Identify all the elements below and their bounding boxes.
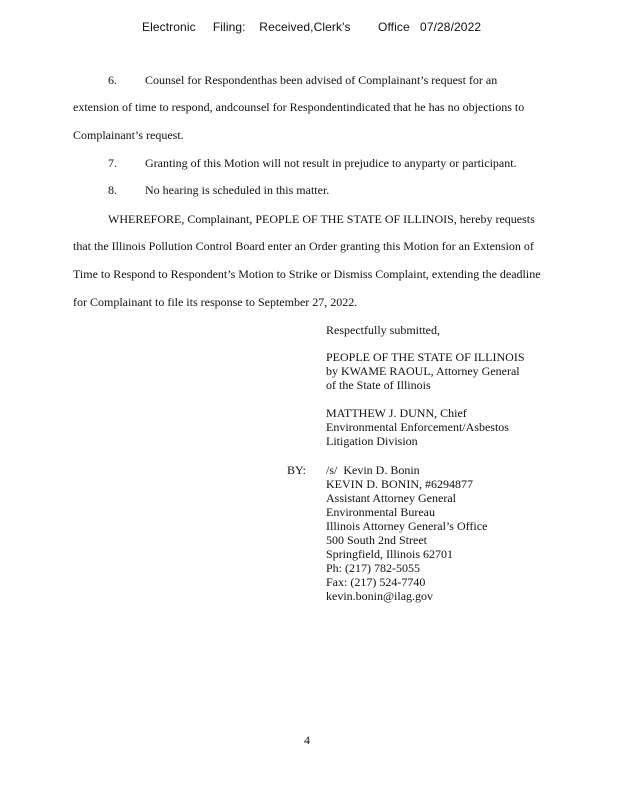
- paragraph-6-line-3: Complainant’s request.: [73, 128, 184, 142]
- chief-line: Litigation Division: [326, 434, 418, 448]
- wherefore-line-4: for Complainant to file its response to September 27, 2022.: [73, 295, 358, 309]
- by-label: BY:: [287, 463, 306, 477]
- paragraph-6-line-2: extension of time to respond, andcounsel for Respondentindicated that he has no objections to: [73, 100, 525, 114]
- wherefore-line-3: Time to Respond to Respondent’s Motion to Strike or Dismiss Complaint, extending the deadline: [73, 267, 541, 281]
- attorney-line: Environmental Bureau: [326, 505, 435, 519]
- signature-office-block: [326, 350, 525, 392]
- electronic-signature: /s/ Kevin D. Bonin: [326, 463, 420, 477]
- paragraph-8-number: 8.: [108, 183, 117, 197]
- attorney-email[interactable]: kevin.bonin@ilag.gov: [326, 589, 434, 603]
- wherefore-line-1: WHEREFORE, Complainant, PEOPLE OF THE STATE OF ILLINOIS, hereby requests: [108, 212, 535, 226]
- attorney-line: Ph: (217) 782-5055: [326, 561, 420, 575]
- attorney-line: Illinois Attorney General’s Office: [326, 519, 488, 533]
- chief-line: MATTHEW J. DUNN, Chief: [326, 406, 467, 420]
- chief-line: Environmental Enforcement/Asbestos: [326, 420, 509, 434]
- office-line: of the State of Illinois: [326, 378, 431, 392]
- wherefore-line-2: that the Illinois Pollution Control Board enter an Order granting this Motion for an Extension of: [73, 239, 534, 253]
- attorney-line: 500 South 2nd Street: [326, 533, 427, 547]
- attorney-line: KEVIN D. BONIN, #6294877: [326, 477, 473, 491]
- office-line: by KWAME RAOUL, Attorney General: [326, 364, 520, 378]
- paragraph-7-text: Granting of this Motion will not result in prejudice to anyparty or participant.: [145, 156, 517, 170]
- signature-attorney-block: [326, 463, 487, 603]
- page-number: 4: [304, 733, 310, 747]
- closing-text: Respectfully submitted,: [326, 323, 440, 337]
- attorney-line: Fax: (217) 524-7740: [326, 575, 426, 589]
- paragraph-8-text: No hearing is scheduled in this matter.: [145, 183, 330, 197]
- office-line: PEOPLE OF THE STATE OF ILLINOIS: [326, 350, 525, 364]
- paragraph-6-number: 6.: [108, 73, 117, 87]
- paragraph-6-line-1: Counsel for Respondenthas been advised of Complainant’s request for an: [145, 73, 498, 87]
- signature-chief-block: [326, 406, 509, 448]
- paragraph-7-number: 7.: [108, 156, 117, 170]
- attorney-line: Springfield, Illinois 62701: [326, 547, 453, 561]
- signature-closing: [326, 323, 440, 337]
- attorney-line: Assistant Attorney General: [326, 491, 456, 505]
- electronic-filing-stamp: Electronic Filing: Received,Clerk's Office 07/28/2022: [142, 20, 482, 34]
